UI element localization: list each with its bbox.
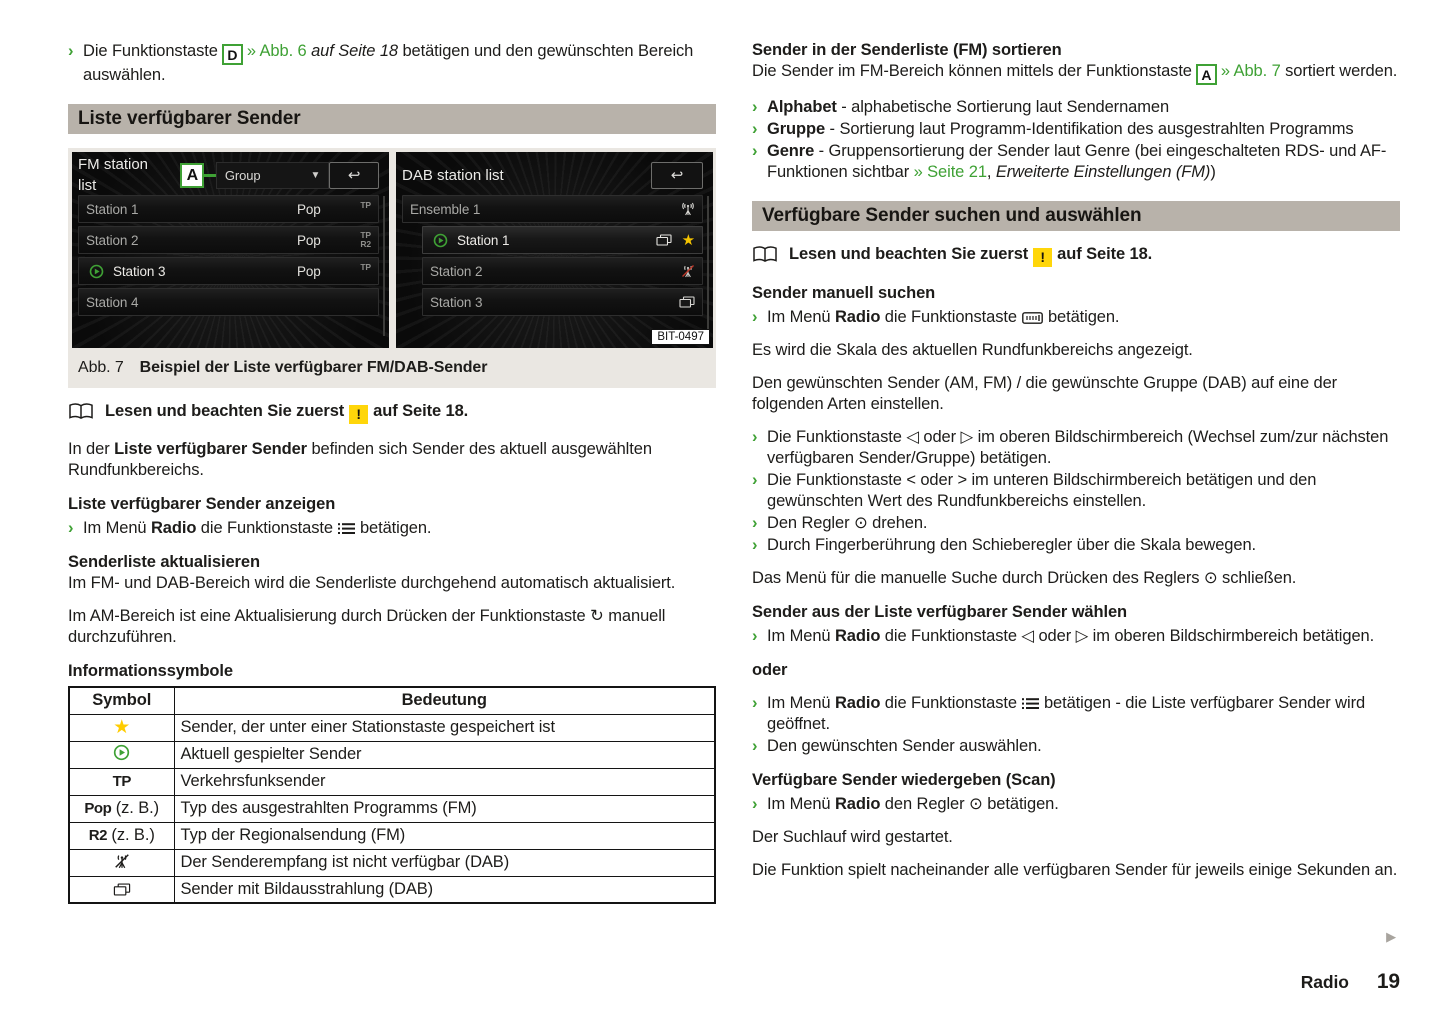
text-run: befinden sich Sender des aktuell ausgewählten Rundfunkbereichs. <box>68 440 652 479</box>
back-button <box>329 162 379 189</box>
text-run: Im Menü <box>767 795 835 813</box>
symbol-meaning: Der Senderempfang ist nicht verfügbar (DAB) <box>174 849 715 876</box>
figure-screens <box>72 152 712 348</box>
station-genre: Pop <box>297 232 321 248</box>
bullet-arrow-icon: › <box>752 308 758 326</box>
list-item <box>68 518 716 539</box>
paragraph: Es wird die Skala des aktuellen Rundfunkbereichs angezeigt. <box>752 341 1193 359</box>
fm-screen-header <box>78 158 379 192</box>
fm-list-title: FM station list <box>78 156 149 194</box>
text-run: die Funktionstaste ◁ oder ▷ im oberen Bildschirmbereich betätigen. <box>880 627 1375 645</box>
antenna-icon <box>681 202 695 216</box>
text-run: Die Funktionstaste <box>83 42 218 60</box>
text-run: die Funktionstaste <box>196 519 333 537</box>
text-run: die Funktionstaste <box>880 694 1017 712</box>
text-run-bold: Gruppe <box>767 120 826 138</box>
subheading: oder <box>752 661 788 679</box>
text-run: , <box>986 163 996 181</box>
list-item <box>752 97 1400 118</box>
caption-text: Beispiel der Liste verfügbarer FM/DAB-Sender <box>139 359 488 376</box>
table-row <box>69 768 715 795</box>
text-run: betätigen. <box>359 519 432 537</box>
text-run: auf Seite 18 <box>306 42 398 60</box>
text-run: die Funktionstaste <box>880 308 1017 326</box>
back-button <box>651 162 703 189</box>
text-run-bold: Radio <box>834 308 881 326</box>
bullet-arrow-icon: › <box>752 98 758 116</box>
book-icon <box>752 245 778 270</box>
list-item <box>752 427 1400 469</box>
page-continues-icon: ▶ <box>1386 929 1396 944</box>
text-run: Die Funktionstaste ◁ oder ▷ im oberen Bildschirmbereich (Wechsel zum/zur nächsten verfügbaren Sender/Gruppe) betätigen. <box>767 428 1389 467</box>
station-name: Station 3 <box>430 294 483 310</box>
paragraph: Im FM- und DAB-Bereich wird die Senderliste durchgehend automatisch aktualisiert. <box>68 574 676 592</box>
now-playing-icon <box>433 233 448 248</box>
text-run: Im Menü <box>83 519 151 537</box>
tp-flag: TP <box>360 199 371 210</box>
station-row-playing <box>422 226 703 254</box>
back-icon: ↩ <box>347 166 361 184</box>
fm-station-list-screen <box>72 152 389 348</box>
function-key-a: A <box>1196 64 1217 85</box>
paragraph: Den gewünschten Sender (AM, FM) / die gewünschte Gruppe (DAB) auf eine der folgenden Arten einstellen. <box>752 374 1338 413</box>
bullet-arrow-icon: › <box>752 142 758 160</box>
list-item <box>752 736 1400 757</box>
table-row <box>69 795 715 822</box>
bullet-arrow-icon: › <box>68 42 74 60</box>
right-column <box>752 40 1400 881</box>
text-run: Im Menü <box>767 308 835 326</box>
text-run: Die Sender im FM-Bereich können mittels der Funktionstaste <box>752 62 1192 80</box>
subheading: Senderliste aktualisieren <box>68 553 260 571</box>
station-row <box>78 226 379 254</box>
station-row <box>422 288 703 316</box>
tuning-methods-list <box>752 427 1400 556</box>
list-item <box>752 119 1400 140</box>
picture-broadcast-icon <box>656 234 672 246</box>
paragraph: Der Suchlauf wird gestartet. <box>752 828 953 846</box>
information-symbols-table <box>68 686 716 904</box>
station-name: Station 2 <box>430 263 483 279</box>
dab-station-list-screen <box>396 152 713 348</box>
bullet-arrow-icon: › <box>752 120 758 138</box>
ensemble-row <box>402 195 703 223</box>
station-genre: Pop <box>297 263 321 279</box>
text-run: - Gruppensortierung der Sender laut Genre (bei eingeschalteten RDS- und AF-Funktionen sichtbar <box>767 142 1387 181</box>
pop-symbol: Pop <box>84 800 112 817</box>
list-item <box>752 470 1400 512</box>
text-run: (z. B.) <box>106 826 155 844</box>
text-run: - alphabetische Sortierung laut Sendernamen <box>836 98 1170 116</box>
scrollbar <box>707 196 709 336</box>
bullet-arrow-icon: › <box>752 514 758 532</box>
scrollbar <box>383 196 385 336</box>
text-run: (z. B.) <box>111 799 160 817</box>
subheading: Sender aus der Liste verfügbarer Sender wählen <box>752 603 1128 621</box>
table-row <box>69 714 715 741</box>
station-row <box>78 288 379 316</box>
symbol-meaning: Typ des ausgestrahlten Programms (FM) <box>174 795 715 822</box>
text-run: Durch Fingerberührung den Schieberegler über die Skala bewegen. <box>767 536 1257 554</box>
subheading: Informationssymbole <box>68 662 233 680</box>
text-run-bold: Radio <box>834 627 881 645</box>
paragraph: Das Menü für die manuelle Suche durch Drücken des Reglers ⊙ schließen. <box>752 569 1297 587</box>
list-item <box>752 535 1400 556</box>
caption-label: Abb. 7 <box>78 359 124 376</box>
table-row <box>69 849 715 876</box>
symbol-meaning: Aktuell gespielter Sender <box>174 741 715 768</box>
bullet-arrow-icon: › <box>752 536 758 554</box>
footer-chapter: Radio <box>1300 972 1349 992</box>
section-title: Liste verfügbarer Sender <box>68 104 716 134</box>
footer-page-number: 19 <box>1376 970 1400 993</box>
list-item <box>752 626 1400 647</box>
callout-connector-line <box>204 174 215 177</box>
list-item <box>68 41 716 86</box>
function-key-d: D <box>222 44 243 65</box>
paragraph: Im AM-Bereich ist eine Aktualisierung durch Drücken der Funktionstaste ↻ manuell durchzuführen. <box>68 607 666 646</box>
paragraph: Die Funktion spielt nacheinander alle verfügbaren Sender für jeweils einige Sekunden an. <box>752 861 1398 879</box>
tp-symbol: TP <box>112 773 131 790</box>
bullet-arrow-icon: › <box>752 428 758 446</box>
station-list-icon <box>1022 697 1039 710</box>
dab-list-title: DAB station list <box>402 166 504 184</box>
note-text: Lesen und beachten Sie zuerst ! auf Seite 18. <box>789 245 1153 265</box>
text-run: betätigen - die Liste verfügbarer Sender wird geöffnet. <box>767 694 1366 733</box>
paragraph <box>68 439 716 481</box>
note-text: Lesen und beachten Sie zuerst ! auf Seite 18. <box>105 402 469 422</box>
symbol-meaning: Verkehrsfunksender <box>174 768 715 795</box>
list-item <box>752 693 1400 735</box>
column-header: Bedeutung <box>174 687 715 714</box>
text-run: Die Funktionstaste < oder > im unteren Bildschirmbereich betätigen und den gewünschten Wert des Rundfunkbereichs einstellen. <box>767 471 1317 510</box>
text-run: Den gewünschten Sender auswählen. <box>767 737 1042 755</box>
preset-star-icon: ★ <box>113 716 131 738</box>
station-genre: Pop <box>297 201 321 217</box>
bullet-arrow-icon: › <box>752 627 758 645</box>
manual-tuning-icon <box>1022 312 1043 324</box>
figure-caption <box>72 348 712 384</box>
text-run: In der <box>68 440 115 458</box>
text-run: betätigen und den gewünschten Bereich auswählen. <box>83 42 694 84</box>
picture-broadcast-icon <box>113 883 131 896</box>
book-icon <box>68 402 94 427</box>
symbol-meaning: Sender, der unter einer Stationstaste gespeichert ist <box>174 714 715 741</box>
figure-abb7 <box>68 148 716 388</box>
subheading: Verfügbare Sender wiedergeben (Scan) <box>752 771 1056 789</box>
station-row <box>422 257 703 285</box>
station-name: Station 2 <box>86 232 139 248</box>
page-footer <box>1301 971 1400 993</box>
antenna-unavailable-icon <box>681 264 695 278</box>
symbol-meaning: Sender mit Bildausstrahlung (DAB) <box>174 876 715 903</box>
text-run: Im Menü <box>767 694 835 712</box>
paragraph <box>752 61 1400 85</box>
now-playing-icon <box>113 744 130 761</box>
station-name: Station 4 <box>86 294 139 310</box>
read-first-note <box>68 401 716 427</box>
group-sort-dropdown <box>216 162 329 189</box>
text-run-bold: Liste verfügbarer Sender <box>114 440 307 458</box>
left-column <box>68 40 716 904</box>
bullet-arrow-icon: › <box>752 737 758 755</box>
chevron-down-icon: ▼ <box>310 169 321 181</box>
table-row <box>69 822 715 849</box>
bullet-arrow-icon: › <box>752 795 758 813</box>
text-run: Im Menü <box>767 627 835 645</box>
r2-symbol: R2 <box>88 827 107 844</box>
bullet-arrow-icon: › <box>752 471 758 489</box>
warning-icon: ! <box>349 405 368 424</box>
tp-flag: TP <box>360 230 371 240</box>
text-run-bold: Radio <box>834 795 881 813</box>
text-run: sortiert werden. <box>1280 62 1398 80</box>
section-title: Verfügbare Sender suchen und auswählen <box>752 201 1400 231</box>
subheading: Liste verfügbarer Sender anzeigen <box>68 495 336 513</box>
symbol-meaning: Typ der Regionalsendung (FM) <box>174 822 715 849</box>
station-name: Station 1 <box>86 201 139 217</box>
station-name: Station 1 <box>457 232 510 248</box>
subheading: Sender in der Senderliste (FM) sortieren <box>752 41 1062 59</box>
list-item <box>752 513 1400 534</box>
sort-options-list <box>752 97 1400 183</box>
subheading: Sender manuell suchen <box>752 284 936 302</box>
table-row <box>69 741 715 768</box>
now-playing-icon <box>89 264 104 279</box>
ensemble-name: Ensemble 1 <box>410 201 481 217</box>
back-icon: ↩ <box>670 166 684 184</box>
station-list-icon <box>338 522 355 535</box>
text-run-bold: Radio <box>150 519 197 537</box>
station-row <box>78 195 379 223</box>
text-run: - Sortierung laut Programm-Identifikation des ausgestrahlten Programms <box>825 120 1354 138</box>
text-run-bold: Radio <box>834 694 881 712</box>
text-run: Den Regler ⊙ drehen. <box>767 514 928 532</box>
r2-flag: R2 <box>360 239 371 249</box>
list-item <box>752 141 1400 183</box>
column-header: Symbol <box>69 687 174 714</box>
station-name: Station 3 <box>113 263 166 279</box>
table-row <box>69 876 715 903</box>
text-run: ) <box>1210 163 1216 181</box>
dab-screen-header <box>402 158 703 192</box>
tp-flag: TP <box>360 261 371 272</box>
text-run: betätigen. <box>1047 308 1120 326</box>
callout-a-box: A <box>180 163 204 188</box>
bullet-arrow-icon: › <box>68 519 74 537</box>
read-first-note <box>752 244 1400 270</box>
text-run: den Regler ⊙ betätigen. <box>880 795 1059 813</box>
preset-star-icon: ★ <box>681 231 695 249</box>
picture-broadcast-icon <box>679 296 695 308</box>
text-run-bold: Alphabet <box>767 98 837 116</box>
page-ref-link[interactable]: » Seite 21 <box>913 163 987 181</box>
list-item <box>752 307 1400 328</box>
dropdown-label: Group <box>224 167 261 183</box>
table-header-row <box>69 687 715 714</box>
bullet-arrow-icon: › <box>752 694 758 712</box>
figure-ref-link[interactable]: » Abb. 7 <box>1220 62 1281 80</box>
text-run-bold: Genre <box>767 142 815 160</box>
warning-icon: ! <box>1033 248 1052 267</box>
antenna-unavailable-icon <box>114 853 130 869</box>
figure-ref-link[interactable]: » Abb. 6 <box>246 42 307 60</box>
station-row-playing <box>78 257 379 285</box>
list-item <box>752 794 1400 815</box>
text-run-italic: Erweiterte Einstellungen (FM) <box>995 163 1211 181</box>
image-code-label: BIT-0497 <box>651 329 710 345</box>
